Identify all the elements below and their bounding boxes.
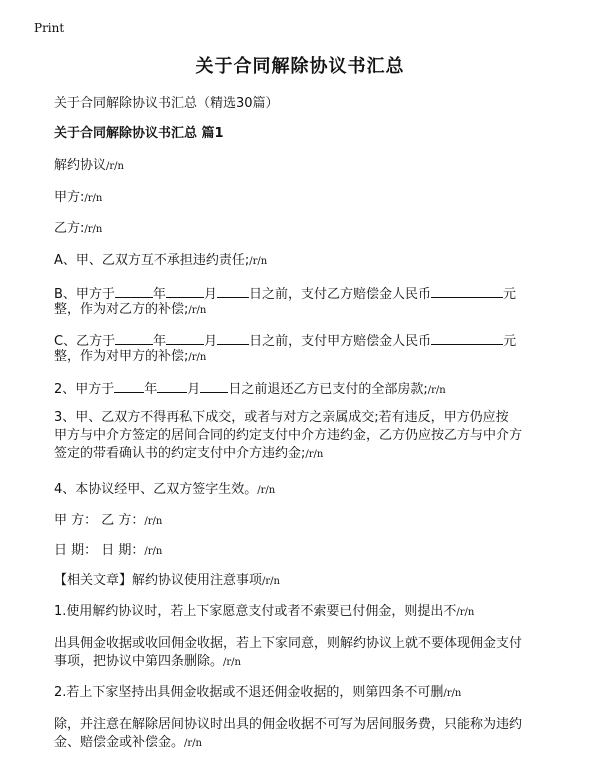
fill-blank: [431, 285, 503, 298]
print-link[interactable]: Print: [34, 21, 65, 35]
text-line: 解约协议/r/n: [54, 158, 124, 173]
text-line: 除，并注意在解除居间协议时出具的佣金收据不可写为居间服务费，只能称为违约: [54, 717, 523, 732]
fill-blank: [431, 332, 503, 345]
fill-blank: [157, 380, 187, 393]
fill-blank: [114, 380, 144, 393]
text-line: 甲方:/r/n: [54, 190, 103, 205]
fill-blank: [217, 285, 249, 298]
text-line: 日 期： 日 期：/r/n: [54, 543, 163, 558]
fill-blank: [166, 332, 204, 345]
section-heading: 关于合同解除协议书汇总 篇1: [54, 126, 224, 141]
fill-blank: [217, 332, 249, 345]
text-line: 3、甲、乙双方不得再私下成交，或者与对方之亲属成交;若有违反，甲方仍应按: [54, 410, 509, 425]
text-line: 整，作为对乙方的补偿;/r/n: [54, 302, 207, 317]
text-line: B、甲方于 年 月 日之前，支付乙方赔偿金人民币 元: [54, 287, 516, 302]
text-line: 整，作为对甲方的补偿;/r/n: [54, 349, 207, 364]
fill-blank: [166, 285, 204, 298]
related-article-line: 【相关文章】解约协议使用注意事项/r/n: [54, 573, 280, 588]
text-line: 金、赔偿金或补偿金。/r/n: [54, 735, 202, 750]
text-line: 1.使用解约协议时，若上下家愿意支付或者不索要已付佣金，则提出不/r/n: [54, 604, 475, 619]
document-subtitle: 关于合同解除协议书汇总（精选30篇）: [54, 96, 279, 111]
fill-blank: [115, 285, 153, 298]
text-line: C、乙方于 年 月 日之前，支付甲方赔偿金人民币 元: [54, 334, 517, 349]
text-line: 甲 方： 乙 方：/r/n: [54, 513, 163, 528]
fill-blank: [115, 332, 153, 345]
text-line: 乙方:/r/n: [54, 221, 103, 236]
text-line: 事项，把协议中第四条删除。/r/n: [54, 654, 241, 669]
fill-blank: [200, 380, 228, 393]
text-line: A、甲、乙双方互不承担违约责任;/r/n: [54, 253, 268, 268]
text-line: 4、本协议经甲、乙双方签字生效。/r/n: [54, 482, 276, 497]
text-line: 甲方与中介方签定的居间合同的约定支付中介方违约金，乙方仍应按乙方与中介方: [54, 428, 523, 443]
text-line: 2、甲方于 年 月 日之前退还乙方已支付的全部房款;/r/n: [54, 382, 446, 397]
text-line: 签定的带看确认书的约定支付中介方违约金;/r/n: [54, 446, 324, 461]
text-line: 2.若上下家坚持出具佣金收据或不退还佣金收据的，则第四条不可删/r/n: [54, 685, 462, 700]
text-line: 出具佣金收据或收回佣金收据，若上下家同意，则解约协议上就不要体现佣金支付: [54, 636, 523, 651]
document-title: 关于合同解除协议书汇总: [195, 56, 405, 77]
